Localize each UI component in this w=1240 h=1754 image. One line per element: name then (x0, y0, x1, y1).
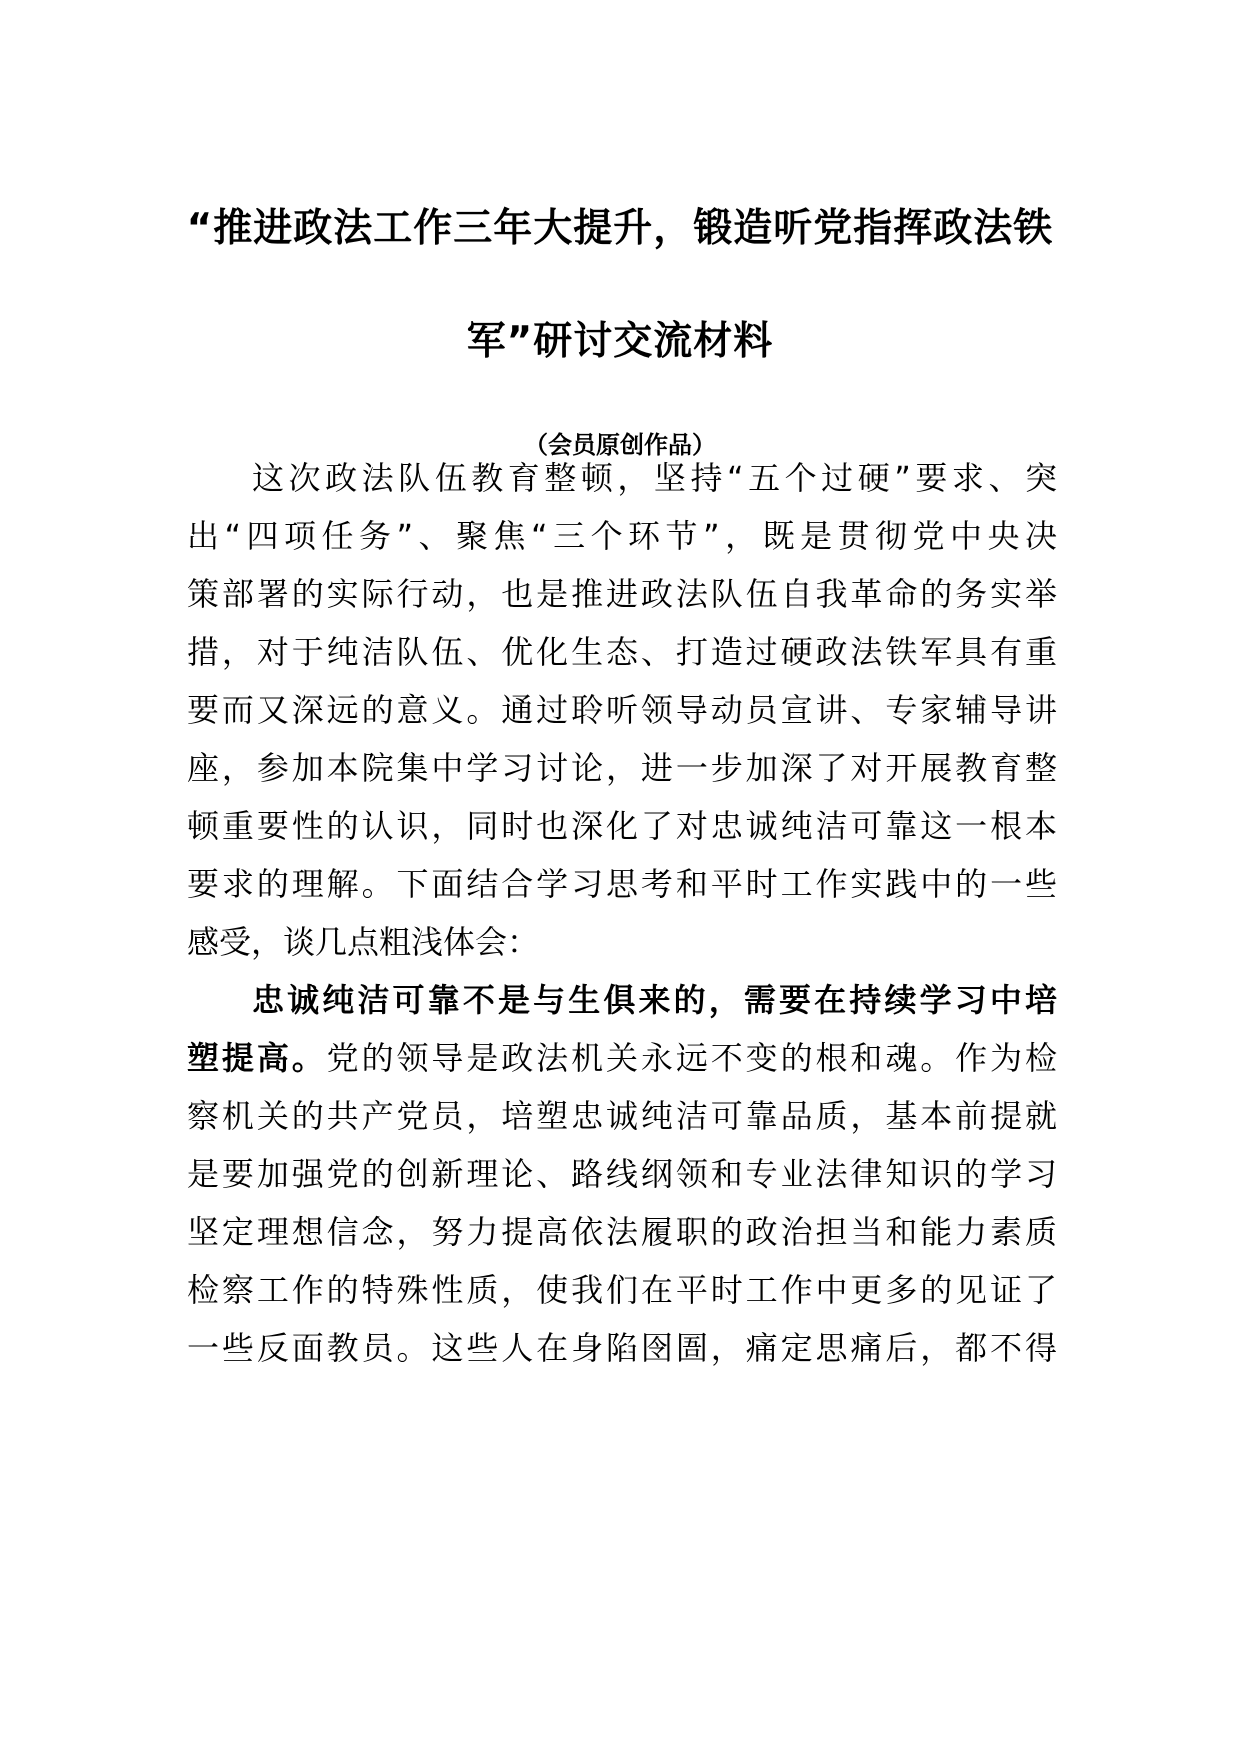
paragraph-2-line-2 (187, 1038, 1057, 1078)
paragraph-2-line-2-text: 党的领导是政法机关永远不变的根和魂。作为检 (326, 1039, 1057, 1077)
paragraph-1-line-4: 措，对于纯洁队伍、优化生态、打造过硬政法铁军具有重 (187, 633, 1057, 671)
paragraph-1-line-1: 这次政法队伍教育整顿，坚持“五个过硬”要求、突 (252, 459, 1057, 497)
paragraph-2-heading-part-1: 忠诚纯洁可靠不是与生俱来的，需要在持续学习中培 (252, 981, 1057, 1019)
document-subtitle: （会员原创作品） (524, 431, 716, 459)
paragraph-1-line-2: 出“四项任务”、聚焦“三个环节”，既是贯彻党中央决 (187, 517, 1057, 555)
paragraph-2-line-6: 检察工作的特殊性质，使我们在平时工作中更多的见证了 (187, 1271, 1057, 1309)
paragraph-2-heading-part-2: 塑提高。 (187, 1039, 327, 1077)
paragraph-2-line-3: 察机关的共产党员，培塑忠诚纯洁可靠品质，基本前提就 (187, 1097, 1057, 1135)
paragraph-2-line-1 (252, 980, 1057, 1020)
paragraph-1-line-8: 要求的理解。下面结合学习思考和平时工作实践中的一些 (187, 865, 1057, 903)
document-title-line-1: “推进政法工作三年大提升，锻造听党指挥政法铁 (186, 206, 1054, 251)
paragraph-1-line-9: 感受，谈几点粗浅体会： (187, 923, 540, 961)
paragraph-1-line-5: 要而又深远的意义。通过聆听领导动员宣讲、专家辅导讲 (187, 691, 1057, 729)
document-title-line-2: 军”研讨交流材料 (466, 319, 774, 364)
paragraph-2-line-4: 是要加强党的创新理论、路线纲领和专业法律知识的学习 (187, 1155, 1057, 1193)
paragraph-1-line-6: 座，参加本院集中学习讨论，进一步加深了对开展教育整 (187, 749, 1057, 787)
paragraph-2-line-5: 坚定理想信念，努力提高依法履职的政治担当和能力素质 (187, 1213, 1057, 1251)
paragraph-1-line-3: 策部署的实际行动，也是推进政法队伍自我革命的务实举 (187, 575, 1057, 613)
paragraph-2-line-7: 一些反面教员。这些人在身陷囹圄，痛定思痛后，都不得 (187, 1329, 1057, 1367)
paragraph-1-line-7: 顿重要性的认识，同时也深化了对忠诚纯洁可靠这一根本 (187, 807, 1057, 845)
